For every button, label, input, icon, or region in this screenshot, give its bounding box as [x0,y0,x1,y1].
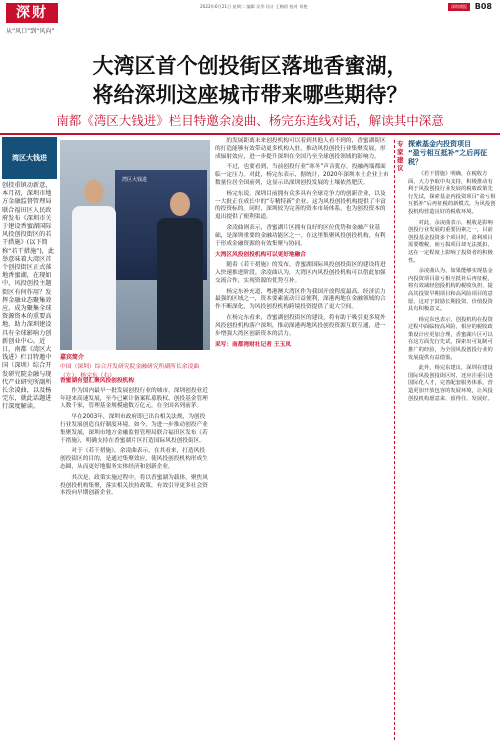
paragraph: 其次是，政策实施过程中，将以香蜜湖为载体，聚焦风投创投机构集聚，落实相关扶持政策，有效引导更多社会资本投向早期创新企业。 [60,474,208,497]
paragraph: 在杨完东看来，香蜜湖创投街区的建设，将有助于吸引更多境外风投创投机构落户深圳，推动深港两地风投创投资源互联互通，进一步增强大湾区创新资本的活力。 [215,314,386,337]
dashed-divider [394,140,395,740]
photo-caption: 中国（深圳）综合开发研究院金融研究所副所长余凌曲（左）；杨完东（右） [60,364,200,379]
paragraph: 的发展距离未来创投机构可以着到其他人看不到的，香蜜湖街区的打造能够有效带动更多机构入驻，推动风投创投行业集聚发展，形成辐射效应，进一步提升深圳在全国乃至全球创投领域的影响力。 [215,138,386,160]
headline-line-2: 将给深圳这座城市带来哪些期待？ [92,83,408,107]
intro-column [2,137,57,745]
article-column-3 [215,138,390,350]
article-column-2 [60,374,210,501]
dateline: 2022年6月21日 星期二 编辑 吴华 设计 王梅俏 校对 刘艳 [200,4,308,9]
screen-text: 湾区大钱进 [122,177,148,183]
section-title: 大湾区风投创投机构可以更好地融合 [215,252,306,259]
sidebar-title-1: 探索基金内投资项目 [408,140,471,148]
intro-text: 创投重镇动新意，本月初，深圳市地方金融监督管理局联合福田区人民政府发布《深圳市关于建设香蜜湖国际风投创投街区的若干措施》(以下简称“若干措施”)，此举意味着大湾区首个创投街区正式落地香蜜湖，在现如中，风投创投主题街区有何作用？发挥金融业态聚集效应，成为聚集全球资源资本的重要高地，助力深圳建设具有全球影响力创新创业中心。近日，南都《湾区大钱进》栏目特邀中国（深圳）综合开发研究院金融与现代产业研究所副所长余凌曲，以及杨完东，就此话题进行深度解读。 [2,182,55,411]
paragraph: 杨完东说，深圳目前拥有众多具有全球竞争力的创新企业，以及一大批正在成长中的“专精特新”企业，这为风投创投机构提供了丰富的投资标的。同时，深圳较为完善的资本市场体系，也为创投资本的退出提供了便利渠道。 [215,190,386,221]
subheadline: 南都《湾区大钱进》栏目特邀余凌曲、杨完东连线对话，解读其中深意 [56,113,444,128]
sidebar-column [408,140,496,406]
paragraph: 杨完东补充道，粤港澳大湾区作为我国开放程度最高、经济活力最强的区域之一，资本要素流动日益便利，深港两地在金融领域的合作不断深化，为风投创投机构跨境投资提供了更大空间。 [215,288,386,311]
paragraph: 不过，也要看到，当前创投行业“寒冬”声音犹存，投融两端都面临一定压力。对此，杨完东表示，据统计，2020年深圳本土企业上市数量位居全国前列，这显示出深圳创投发展的土壤依然肥沃。 [215,164,389,186]
headline-line-1: 大湾区首个创投街区落地香蜜湖， [92,54,408,78]
paragraph: 《若干措施》明确，在税收方面，大力争取中央支持，积极推动有利于风投创投行业发展的税收政策先行先试，探索基金内投资项目“盈亏相互抵补”后再征税的新模式，为风投创投机构营造良好的税收环境。 [408,171,496,215]
masthead [0,0,500,40]
section-logo: 深财 [6,3,58,23]
paragraph: 对于《若干措施》，余凌曲表示，在其看来，打造风投创投街区的目的，是通过集聚效应，使风投创投机构形成生态圈，从而更好地服务实体经济和创新企业。 [60,448,208,470]
paper-badge: 深圳商报 [448,3,470,11]
paragraph: 余凌曲则表示，香蜜湖片区拥有良好的区位优势和金融产业基础，是深圳重要的金融功能区之一，在这里集聚风投创投机构，有利于形成金融资源的有效集聚与协同。 [215,224,386,247]
paragraph: 余凌曲认为，如果能够实现基金内投资项目盈亏相互抵补后再征税，将有效减轻创投机构的税收负担，提高其投资早期项目和高风险项目的意愿，这对于鼓励长期投资、价值投资具有积极意义。 [408,268,493,313]
guests-photo [60,140,210,350]
sidebar-title-2: “盈亏相互抵补”之后再征税？ [408,149,488,166]
paragraph: 此外，杨完东建议，深圳在建设国际风投创投街区时，还应注重引进国际化人才，完善配套服务体系，营造更加开放包容的发展环境，让风投创投机构愿意来、留得住、发展好。 [408,365,493,402]
guest-left-figure [70,180,118,350]
page-number: B08 [474,2,492,11]
guest-right-figure [155,192,205,350]
paragraph: 对此，余凌曲表示，税收是影响创投行业发展的重要因素之一，目前创投基金投资多个项目时，盈利项目需要缴税，而亏损项目却无法抵扣，这在一定程度上影响了投资者的积极性。 [408,219,493,264]
section-tagline: 从“风口”到“风向” [6,28,55,35]
paragraph: 杨完东也表示，创投机构在投资过程中面临较高风险，相应的税收政策设计应更加合理，香蜜湖片区可以在这方面先行先试，探索出可复制可推广的经验，为全国风投创投行业的发展提供有益借鉴。 [408,316,493,361]
caption-title: 嘉宾简介 [60,354,85,361]
section-title: 香蜜湖有望汇聚风投创投机构 [60,378,134,384]
reporter-credit: 采写：南都湾财社记者 王玉凤 [215,342,291,349]
paragraph: 早在2003年，深圳市政府即已出台相关法规，为创投行业发展创造良好制度环境。如今，为进一步推动创投产业集聚发展，深圳市地方金融监督管理局联合福田区发布《若干措施》，明确支持在香蜜湖片区打造国际风投创投街区。 [60,414,208,444]
red-rule-divider [0,133,500,135]
paragraph: 随着《若干措施》的发布，香蜜湖国际风投创投街区的建设将进入快速推进阶段。余凌曲认为，大湾区内风投创投机构可以借此加强交流合作，实现资源的优势互补。 [215,262,386,284]
column-banner: 湾区大钱进 [2,137,57,179]
paragraph: 作为国内最早一批发展创投行业的城市，深圳创投业近年迎来高速发展，至今已累计备案私募股权、创投基金管理人数千家，管理基金规模逾数万亿元，在全国名列前茅。 [60,387,208,410]
expert-advice-label: 专家建议 [397,140,404,172]
